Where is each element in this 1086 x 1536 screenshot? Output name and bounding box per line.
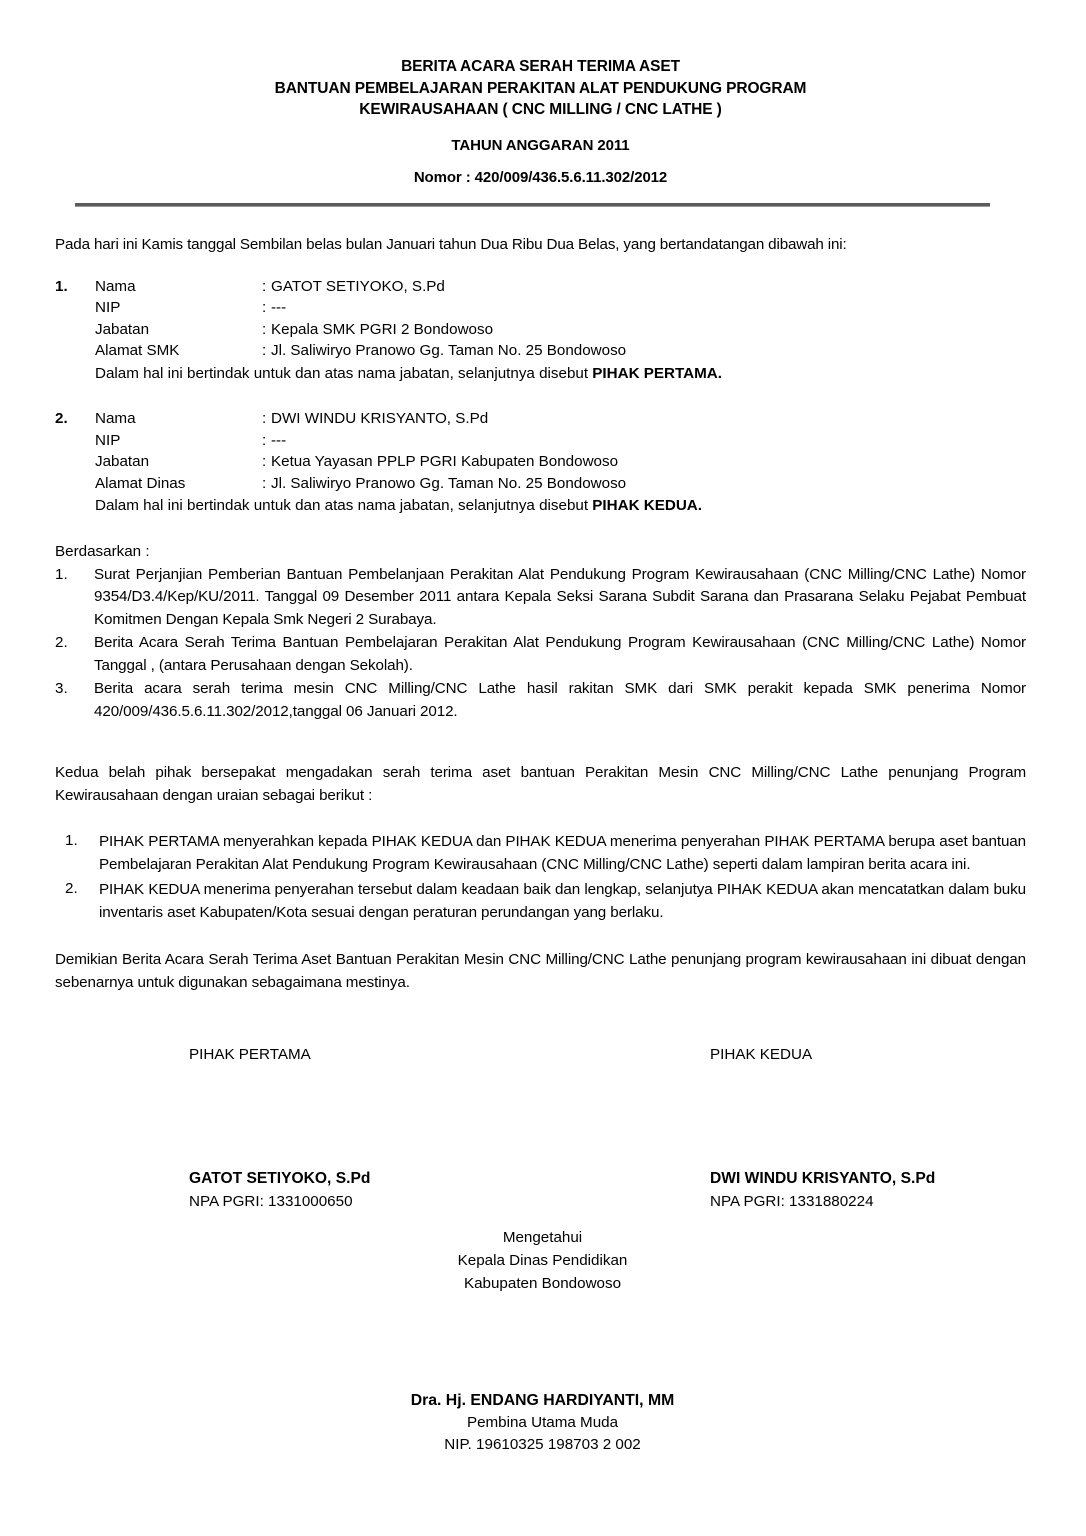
list-item-number: 2. [55, 634, 68, 651]
signature-block-first-party [189, 1044, 371, 1210]
header-title-line-2: BANTUAN PEMBELAJARAN PERAKITAN ALAT PENDUKUNG PROGRAM [274, 79, 807, 97]
party-field-separator: : [262, 410, 267, 427]
agreement-paragraph: Kedua belah pihak bersepakat mengadakan serah terima aset bantuan Perakitan Mesin CNC Milling/CNC Lathe penunjang Program Kewirausahaan dengan uraian sebagai berikut : [55, 764, 1026, 804]
knowing-line-1: Mengetahui [502, 1229, 583, 1246]
list-item-text: PIHAK KEDUA menerima penyerahan tersebut dalam keadaan baik dan lengkap, selanjutya PIHAK KEDUA akan mencatatkan dalam buku inventaris aset Kabupaten/Kota sesuai dengan peraturan perundangan yang berlaku. [99, 881, 1026, 921]
party-number: 1. [55, 277, 68, 295]
list-item-text: PIHAK PERTAMA menyerahkan kepada PIHAK KEDUA dan PIHAK KEDUA menerima penyerahan PIHAK PERTAMA berupa aset bantuan Pembelajaran Perakitan Alat Pendukung Program Kewirausahaan (CNC Milling/CNC Lathe) seperti dalam lampiran berita acara ini. [99, 833, 1026, 873]
party-row [55, 451, 1026, 473]
signature-npa: NPA PGRI: 1331880224 [710, 1193, 874, 1210]
closing-paragraph: Demikian Berita Acara Serah Terima Aset Bantuan Perakitan Mesin CNC Milling/CNC Lathe penunjang program kewirausahaan ini dibuat dengan sebenarnya untuk digunakan sebagaimana mestinya. [55, 951, 1026, 991]
party-number-spacer [55, 319, 95, 341]
signature-role-label: PIHAK KEDUA [710, 1046, 813, 1063]
party-field-label: NIP [95, 431, 121, 449]
list-item [55, 564, 1026, 632]
list-item-number: 3. [55, 680, 68, 697]
official-signature-block [55, 1390, 1026, 1456]
party-field-separator: : [262, 431, 267, 449]
party-designation: PIHAK KEDUA. [592, 497, 702, 514]
party-row [55, 297, 1026, 319]
party-field-label: Alamat SMK [95, 342, 180, 359]
party-designation: PIHAK PERTAMA. [592, 364, 722, 382]
party-field-label: Jabatan [95, 320, 150, 338]
list-item-number: 2. [65, 880, 78, 897]
party-number: 2. [55, 410, 68, 427]
party-field-value: Jl. Saliwiryo Pranowo Gg. Taman No. 25 Bondowoso [271, 474, 627, 492]
official-name: Dra. Hj. ENDANG HARDIYANTI, MM [410, 1392, 675, 1409]
party-field-separator: : [262, 342, 267, 359]
header-document-number: Nomor : 420/009/436.5.6.11.302/2012 [413, 169, 668, 186]
intro-paragraph: Pada hari ini Kamis tanggal Sembilan belas bulan Januari tahun Dua Ribu Dua Belas, yang bertandatangan dibawah ini: [55, 235, 847, 253]
party-row [55, 473, 1026, 495]
list-item-text: Berita acara serah terima mesin CNC Milling/CNC Lathe hasil rakitan SMK dari SMK perakit kepada SMK penerima Nomor 420/009/436.5.6.11.302/2012,tanggal 06 Januari 2012. [94, 680, 1026, 720]
list-item-text: Surat Perjanjian Pemberian Bantuan Pembelanjaan Perakitan Alat Pendukung Program Kewirausahaan (CNC Milling/CNC Lathe) Nomor 9354/D3.4/Kep/KU/2011. Tanggal 09 Desember 2011 antara Kepala Seksi Sarana Subdit Sarana dan Prasarana Selaku Pejabat Pembuat Komitmen Dengan Kepala Smk Negeri 2 Surabaya. [94, 565, 1026, 628]
party-row [55, 319, 1026, 341]
party-field-label: Jabatan [95, 453, 150, 470]
party-row [55, 430, 1026, 452]
header-title-line-3: KEWIRAUSAHAAN ( CNC MILLING / CNC LATHE ) [359, 101, 722, 118]
party-field-label: Alamat Dinas [95, 474, 186, 492]
party-field-label: Nama [95, 277, 136, 295]
party-row [55, 340, 1026, 362]
party-footer-text: Dalam hal ini bertindak untuk dan atas nama jabatan, selanjutnya disebut [95, 364, 593, 382]
list-item-number: 1. [65, 832, 78, 849]
header-title-line-1: BERITA ACARA SERAH TERIMA ASET [401, 58, 680, 75]
party-field-separator: : [262, 474, 267, 492]
party-footer [95, 363, 1026, 385]
party-number-spacer [55, 340, 95, 362]
document-header [55, 56, 1026, 189]
header-fiscal-year: TAHUN ANGGARAN 2011 [451, 136, 630, 154]
basis-list [55, 564, 1026, 724]
party-number-spacer [55, 430, 95, 452]
list-item-text: Berita Acara Serah Terima Bantuan Pembelajaran Perakitan Alat Pendukung Program Kewirausahaan (CNC Milling/CNC Lathe) Nomor Tanggal , (antara Perusahaan dengan Sekolah). [94, 634, 1026, 674]
signature-npa: NPA PGRI: 1331000650 [189, 1193, 353, 1210]
list-item-number: 1. [55, 565, 68, 583]
party-block-first [55, 276, 1026, 385]
signature-name: GATOT SETIYOKO, S.Pd [189, 1170, 371, 1187]
signature-role-label: PIHAK PERTAMA [189, 1046, 311, 1063]
party-row [55, 408, 1026, 430]
party-field-label: NIP [95, 299, 121, 316]
knowing-line-3: Kabupaten Bondowoso [463, 1275, 622, 1292]
signature-area [55, 1044, 1026, 1234]
clause-list [55, 830, 1026, 924]
list-item [65, 830, 1026, 876]
list-item [55, 678, 1026, 723]
party-field-separator: : [262, 453, 267, 470]
party-field-separator: : [262, 320, 267, 338]
party-field-value: Kepala SMK PGRI 2 Bondowoso [271, 320, 494, 338]
party-field-value: DWI WINDU KRISYANTO, S.Pd [271, 410, 489, 427]
party-number-spacer [55, 297, 95, 319]
party-field-separator: : [262, 299, 267, 316]
party-field-value: --- [271, 299, 287, 316]
party-field-label: Nama [95, 410, 136, 427]
header-divider [75, 203, 990, 207]
list-item [65, 878, 1026, 924]
knowing-line-2: Kepala Dinas Pendidikan [457, 1252, 628, 1269]
party-footer-text: Dalam hal ini bertindak untuk dan atas nama jabatan, selanjutnya disebut [95, 497, 593, 514]
knowing-block [55, 1226, 1026, 1295]
signature-block-second-party [710, 1044, 936, 1210]
party-number-spacer [55, 473, 95, 495]
list-item [55, 632, 1026, 677]
official-nip: NIP. 19610325 198703 2 002 [444, 1436, 641, 1453]
official-rank: Pembina Utama Muda [466, 1414, 619, 1431]
party-field-value: --- [271, 431, 287, 449]
party-footer [95, 495, 1026, 517]
signature-name: DWI WINDU KRISYANTO, S.Pd [710, 1170, 936, 1187]
party-field-value: Jl. Saliwiryo Pranowo Gg. Taman No. 25 Bondowoso [271, 342, 627, 359]
party-field-value: GATOT SETIYOKO, S.Pd [271, 277, 445, 295]
party-field-value: Ketua Yayasan PPLP PGRI Kabupaten Bondowoso [271, 453, 619, 470]
party-field-separator: : [262, 277, 267, 295]
party-number-spacer [55, 451, 95, 473]
party-block-second [55, 408, 1026, 517]
basis-label: Berdasarkan : [55, 542, 150, 560]
party-row [55, 276, 1026, 298]
